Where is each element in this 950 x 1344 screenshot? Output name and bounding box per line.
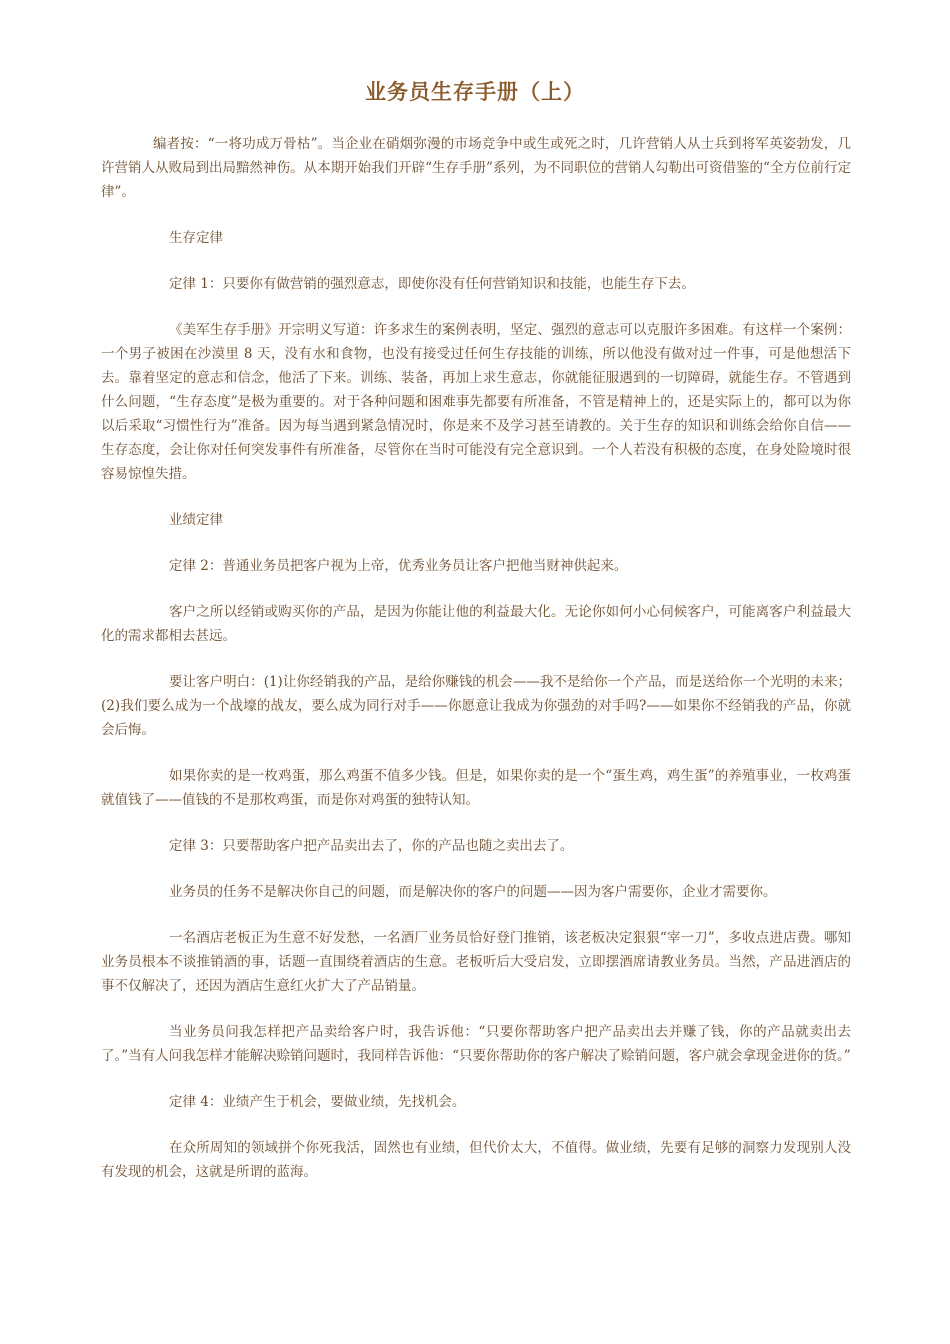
law-4-statement: 定律 4：业绩产生于机会，要做业绩，先找机会。 [169, 1094, 466, 1110]
section-heading-survival: 生存定律 [169, 230, 223, 246]
law-3-body-2: 一名酒店老板正为生意不好发愁，一名酒厂业务员恰好登门推销，该老板决定狠狠“宰一刀”，多收点进店费。哪知业务员根本不谈推销酒的事，话题一直围绕着酒店的生意。老板听后大受启发，立即摆酒席请教业务员。当然，产品进酒店的事不仅解决了，还因为酒店生意红火扩大了产品销量。 [101, 930, 851, 994]
editor-note: 编者按：“一将功成万骨枯”。当企业在硝烟弥漫的市场竞争中或生或死之时，几许营销人从士兵到将军英姿勃发，几许营销人从败局到出局黯然神伤。从本期开始我们开辟“生存手册”系列，为不同职位的营销人勾勒出可资借鉴的“全方位前行定律”。 [101, 136, 851, 200]
section-heading-performance: 业绩定律 [169, 512, 223, 528]
law-3-body-3: 当业务员问我怎样把产品卖给客户时，我告诉他：“只要你帮助客户把产品卖出去并赚了钱，你的产品就卖出去了。”当有人问我怎样才能解决赊销问题时，我同样告诉他：“只要你帮助你的客户解决了赊销问题，客户就会拿现金进你的货。” [101, 1024, 851, 1064]
law-1-statement: 定律 1：只要你有做营销的强烈意志，即使你没有任何营销知识和技能，也能生存下去。 [169, 276, 695, 292]
law-2-body-1: 客户之所以经销或购买你的产品，是因为你能让他的利益最大化。无论你如何小心伺候客户，可能离客户利益最大化的需求都相去甚远。 [101, 604, 851, 644]
document-body [101, 132, 851, 1206]
law-2-body-3: 如果你卖的是一枚鸡蛋，那么鸡蛋不值多少钱。但是，如果你卖的是一个“蛋生鸡，鸡生蛋”的养殖事业，一枚鸡蛋就值钱了——值钱的不是那枚鸡蛋，而是你对鸡蛋的独特认知。 [101, 768, 851, 808]
law-4-body-1: 在众所周知的领域拼个你死我活，固然也有业绩，但代价太大，不值得。做业绩，先要有足够的洞察力发现别人没有发现的机会，这就是所谓的蓝海。 [101, 1140, 851, 1180]
law-3-body-1: 业务员的任务不是解决你自己的问题，而是解决你的客户的问题——因为客户需要你，企业才需要你。 [169, 884, 777, 900]
document-title: 业务员生存手册（上） [365, 80, 585, 104]
law-2-statement: 定律 2：普通业务员把客户视为上帝，优秀业务员让客户把他当财神供起来。 [169, 558, 628, 574]
law-3-statement: 定律 3：只要帮助客户把产品卖出去了，你的产品也随之卖出去了。 [169, 838, 574, 854]
law-2-body-2: 要让客户明白：(1)让你经销我的产品，是给你赚钱的机会——我不是给你一个产品，而是送给你一个光明的未来；(2)我们要么成为一个战壕的战友，要么成为同行对手——你愿意让我成为你强劲的对手吗?——如果你不经销我的产品，你就会后悔。 [101, 674, 851, 738]
law-1-body: 《美军生存手册》开宗明义写道：许多求生的案例表明，坚定、强烈的意志可以克服许多困难。有这样一个案例：一个男子被困在沙漠里 8 天，没有水和食物，也没有接受过任何生存技能的训练，所以他没有做对过一件事，可是他想活下去。靠着坚定的意志和信念，他活了下来。训练、装备，再加上求生意志，你就能征服遇到的一切障碍，就能生存。不管遇到什么问题，“生存态度”是极为重要的。对于各种问题和困难事先都要有所准备，不管是精神上的，还是实际上的，都可以为你以后采取“习惯性行为”准备。因为每当遇到紧急情况时，你是来不及学习甚至请教的。关于生存的知识和训练会给你自信——生存态度，会让你对任何突发事件有所准备，尽管你在当时可能没有完全意识到。一个人若没有积极的态度，在身处险境时很容易惊惶失措。 [101, 322, 851, 482]
